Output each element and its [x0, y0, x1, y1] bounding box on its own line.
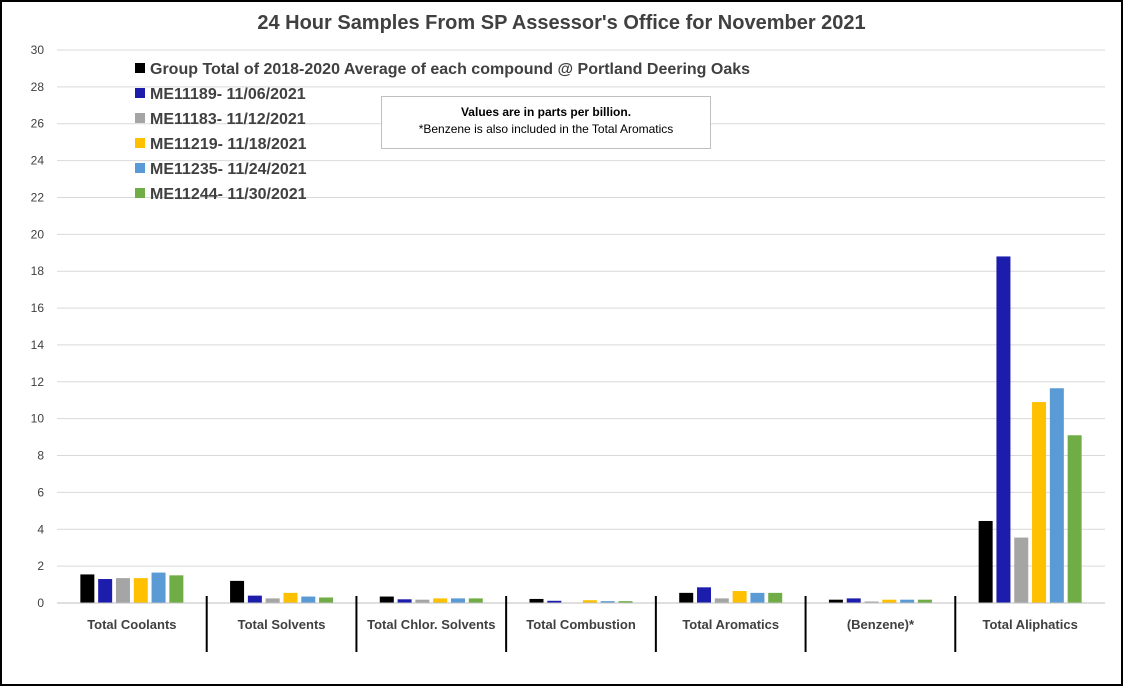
legend-swatch	[135, 188, 145, 198]
bar	[134, 578, 148, 603]
bar	[847, 598, 861, 603]
legend-swatch	[135, 113, 145, 123]
bar	[248, 596, 262, 603]
y-tick-label: 10	[30, 411, 44, 426]
y-tick-label: 30	[30, 43, 44, 57]
y-tick-label: 20	[30, 227, 44, 242]
y-tick-label: 2	[37, 559, 44, 574]
legend-swatch	[135, 63, 145, 73]
bar	[116, 578, 130, 603]
units-note-line-1: Values are in parts per billion.	[460, 105, 632, 119]
bar	[230, 581, 244, 603]
bar	[301, 597, 315, 603]
bar	[1032, 402, 1046, 603]
x-tick-label: (Benzene)*	[846, 617, 915, 632]
legend-label: ME11244- 11/30/2021	[150, 186, 307, 203]
x-tick-label: Total Solvents	[237, 617, 326, 632]
bar	[679, 593, 693, 603]
legend-swatch	[135, 88, 145, 98]
y-tick-label: 28	[30, 79, 44, 94]
y-tick-label: 4	[37, 522, 44, 537]
bar	[996, 256, 1010, 603]
bar	[469, 598, 483, 603]
y-tick-label: 14	[30, 337, 44, 352]
bar	[319, 597, 333, 603]
bar	[715, 598, 729, 603]
x-tick-label: Total Aromatics	[682, 617, 780, 632]
x-tick-label: Total Aliphatics	[982, 617, 1078, 632]
bar	[80, 574, 94, 603]
bar	[1050, 388, 1064, 603]
x-axis	[57, 596, 1105, 652]
bar	[266, 598, 280, 603]
bar	[979, 521, 993, 603]
legend-swatch	[135, 163, 145, 173]
x-tick-label: Total Combustion	[526, 617, 636, 632]
bar	[1068, 435, 1082, 603]
y-tick-label: 16	[30, 301, 44, 316]
x-tick-label: Total Coolants	[87, 617, 177, 632]
bar	[169, 575, 183, 603]
bar	[433, 598, 447, 603]
y-tick-label: 24	[30, 153, 44, 168]
bar	[697, 587, 711, 603]
bar	[768, 593, 782, 603]
y-tick-label: 22	[30, 190, 44, 205]
units-note	[381, 96, 711, 149]
legend-label: ME11219- 11/18/2021	[150, 136, 307, 153]
bar	[1014, 538, 1028, 603]
bar	[98, 579, 112, 603]
bar	[530, 599, 544, 603]
y-tick-label: 8	[37, 448, 44, 463]
y-tick-label: 6	[37, 485, 44, 500]
bar	[283, 593, 297, 603]
chart-title: 24 Hour Samples From SP Assessor's Office for November 2021	[257, 12, 866, 34]
bar	[451, 598, 465, 603]
legend-swatch	[135, 138, 145, 148]
legend-label: Group Total of 2018-2020 Average of each compound @ Portland Deering Oaks	[150, 61, 751, 78]
units-note-line-2: *Benzene is also included in the Total Aromatics	[418, 122, 674, 136]
bar	[750, 593, 764, 603]
legend-label: ME11235- 11/24/2021	[150, 161, 307, 178]
legend-label: ME11189- 11/06/2021	[150, 86, 306, 103]
y-axis-ticks	[31, 43, 45, 610]
bar	[152, 573, 166, 603]
bar	[398, 599, 412, 603]
legend-label: ME11183- 11/12/2021	[150, 111, 306, 128]
y-tick-label: 18	[30, 264, 44, 279]
y-tick-label: 12	[30, 374, 44, 389]
x-tick-label: Total Chlor. Solvents	[367, 617, 496, 632]
bar	[380, 597, 394, 603]
bar	[733, 591, 747, 603]
y-tick-label: 0	[37, 596, 44, 610]
y-tick-label: 26	[30, 116, 44, 131]
